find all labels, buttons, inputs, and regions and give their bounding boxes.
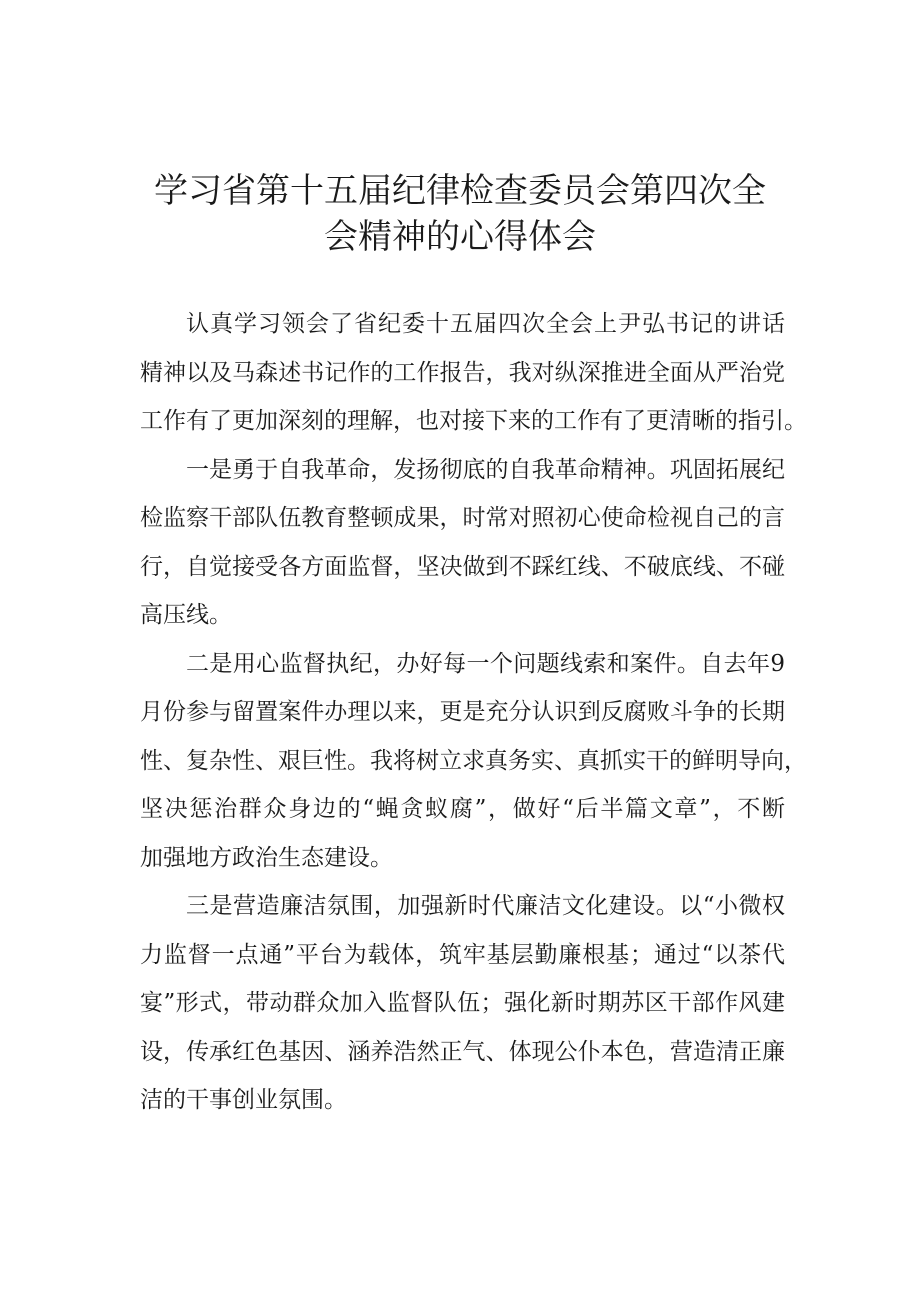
- paragraph-line: 认真学习领会了省纪委十五届四次全会上尹弘书记的讲话: [186, 311, 785, 337]
- paragraph-line: 坚决惩治群众身边的“蝇贪蚁腐”，做好“后半篇文章”，不断: [140, 796, 785, 822]
- paragraph-line: 二是用心监督执纪，办好每一个问题线索和案件。自去年9: [186, 650, 785, 677]
- paragraph-line: 加强地方政治生态建设。: [140, 844, 393, 871]
- title-line-2: 会精神的心得体会: [324, 217, 596, 257]
- paragraph-line: 性、复杂性、艰巨性。我将树立求真务实、真抓实干的鲜明导向，: [140, 747, 807, 774]
- paragraph-point-3: [140, 882, 785, 1125]
- paragraph-line: 检监察干部队伍教育整顿成果，时常对照初心使命检视自己的言: [140, 505, 785, 531]
- paragraph-line: 一是勇于自我革命，发扬彻底的自我革命精神。巩固拓展纪: [186, 456, 785, 483]
- title-line-1: 学习省第十五届纪律检查委员会第四次全: [154, 171, 766, 211]
- paragraph-line: 设，传承红色基因、涵养浩然正气、体现公仆本色，营造清正廉: [140, 1038, 785, 1065]
- document-title: [140, 168, 780, 260]
- paragraph-line: 精神以及马森述书记作的工作报告，我对纵深推进全面从严治党: [140, 359, 785, 386]
- paragraph-line: 三是营造廉洁氛围，加强新时代廉洁文化建设。以“小微权: [186, 893, 785, 919]
- paragraph-line: 洁的干事创业氛围。: [140, 1087, 347, 1113]
- paragraph-line: 高压线。: [140, 602, 232, 628]
- paragraph-intro: [140, 300, 807, 446]
- paragraph-point-2: [140, 640, 807, 883]
- paragraph-point-1: [140, 446, 785, 640]
- paragraph-line: 行，自觉接受各方面监督，坚决做到不踩红线、不破底线、不碰: [140, 553, 785, 580]
- paragraph-line: 工作有了更加深刻的理解，也对接下来的工作有了更清晰的指引。: [140, 408, 807, 434]
- document-body: [140, 300, 807, 1125]
- paragraph-line: 宴”形式，带动群众加入监督队伍；强化新时期苏区干部作风建: [140, 990, 785, 1016]
- paragraph-line: 力监督一点通”平台为载体，筑牢基层勤廉根基；通过“以茶代: [140, 941, 785, 968]
- paragraph-line: 月份参与留置案件办理以来，更是充分认识到反腐败斗争的长期: [140, 699, 785, 725]
